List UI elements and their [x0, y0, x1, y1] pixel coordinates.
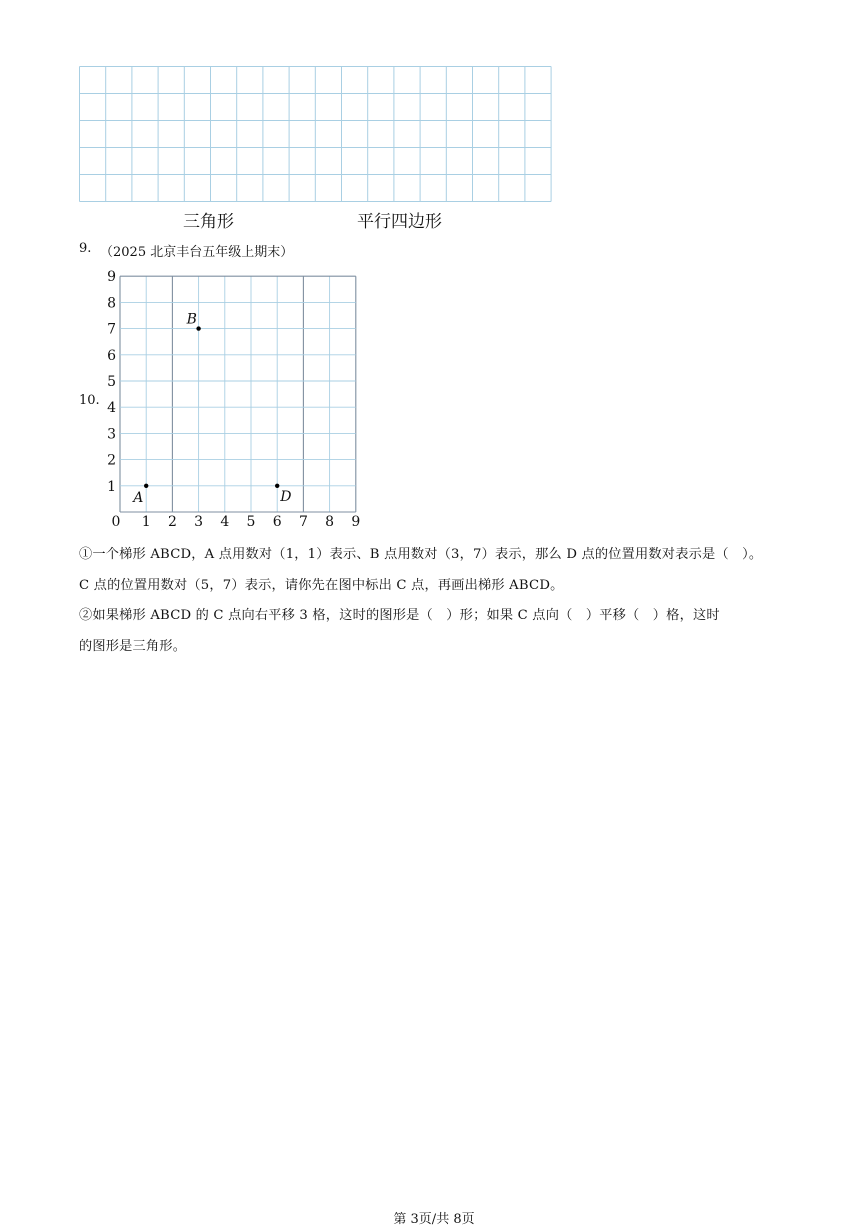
- x-tick-label: 1: [141, 514, 151, 528]
- y-tick-label: 5: [107, 374, 116, 390]
- label-parallelogram: 平行四边形: [357, 212, 442, 232]
- x-tick-label: 3: [194, 514, 204, 528]
- point-label-b: B: [186, 311, 197, 328]
- x-tick-label: 6: [272, 514, 282, 528]
- point-b: [196, 326, 200, 330]
- x-tick-label: 8: [325, 514, 335, 528]
- coordinate-grid: [100, 266, 370, 528]
- question-10-number: 10.: [79, 393, 100, 408]
- y-tick-label: 9: [107, 269, 116, 286]
- question-10-part-1-line-1: ①一个梯形 ABCD，A 点用数对（1，1）表示、B 点用数对（3，7）表示，那么 D 点的位置用数对表示是（ ）。: [79, 547, 763, 562]
- question-10-part-1-line-2: C 点的位置用数对（5，7）表示，请你先在图中标出 C 点，再画出梯形 ABCD。: [79, 578, 564, 593]
- page-footer: 第 3页/共 8页: [393, 1212, 475, 1227]
- y-tick-label: 4: [107, 400, 116, 417]
- y-tick-label: 6: [107, 347, 116, 364]
- point-label-d: D: [280, 488, 292, 505]
- x-tick-label: 9: [351, 514, 361, 528]
- question-9-number: 9.: [79, 241, 92, 256]
- y-tick-label: 8: [107, 295, 116, 312]
- drawing-grid: [79, 66, 555, 204]
- point-a: [144, 484, 148, 488]
- x-tick-label: 4: [220, 514, 230, 528]
- label-triangle: 三角形: [183, 212, 234, 232]
- question-10-part-2-line-1: ②如果梯形 ABCD 的 C 点向右平移 3 格，这时的图形是（ ）形；如果 C 点向（ ）平移（ ）格，这时: [79, 608, 720, 623]
- y-tick-label: 1: [107, 478, 116, 495]
- x-tick-label: 0: [111, 514, 121, 528]
- question-9-source: （2025 北京丰台五年级上期末）: [100, 245, 294, 260]
- y-tick-label: 2: [107, 452, 116, 469]
- question-10-part-2-line-2: 的图形是三角形。: [79, 639, 187, 654]
- y-tick-label: 3: [107, 426, 116, 443]
- y-tick-label: 7: [107, 321, 116, 338]
- x-tick-label: 2: [167, 514, 177, 528]
- x-tick-label: 7: [298, 514, 308, 528]
- point-label-a: A: [133, 489, 144, 506]
- x-tick-label: 5: [246, 514, 256, 528]
- point-d: [275, 484, 279, 488]
